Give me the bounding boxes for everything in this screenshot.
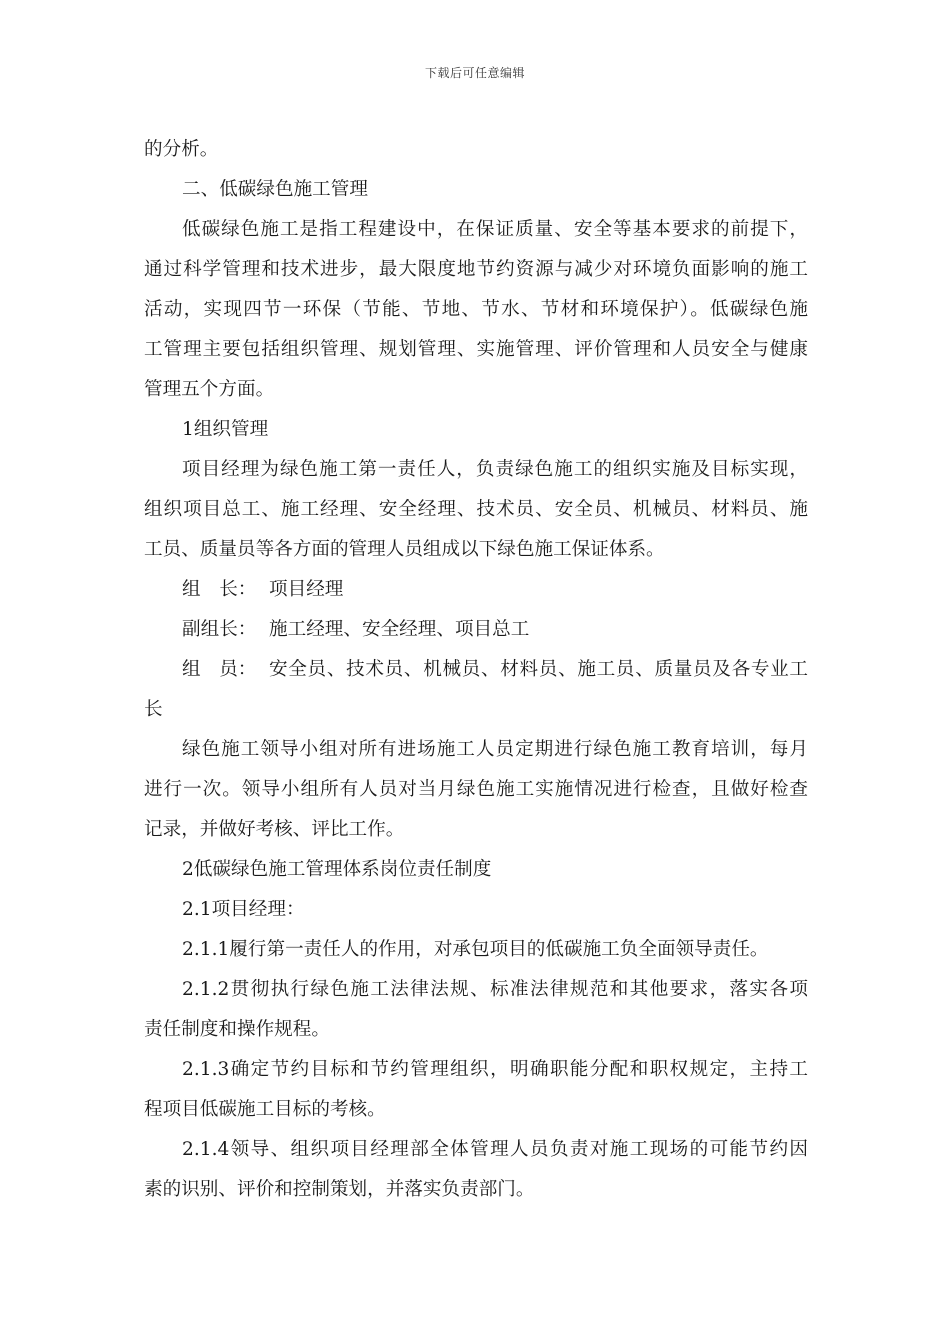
paragraph-line: 2.1.4领导、组织项目经理部全体管理人员负责对施工现场的可能节约因 bbox=[182, 1139, 808, 1160]
document-body bbox=[144, 130, 808, 1210]
role-member-value: 安全员、技术员、机械员、材料员、施工员、质量员及各专业工 bbox=[269, 659, 808, 680]
paragraph-line: 2.1.2贯彻执行绿色施工法律法规、标准法律规范和其他要求，落实各项 bbox=[182, 979, 808, 1000]
role-deputy-row bbox=[144, 610, 808, 650]
paragraph-line: 低碳绿色施工是指工程建设中，在保证质量、安全等基本要求的前提下， bbox=[182, 219, 808, 240]
paragraph-line: 责任制度和操作规程。 bbox=[144, 1019, 330, 1040]
section-heading: 二、低碳绿色施工管理 bbox=[182, 179, 368, 200]
paragraph-line: 记录，并做好考核、评比工作。 bbox=[144, 819, 405, 840]
paragraph-line: 程项目低碳施工目标的考核。 bbox=[144, 1099, 386, 1120]
page-header: 下载后可任意编辑 bbox=[424, 66, 525, 80]
role-deputy-value: 施工经理、安全经理、项目总工 bbox=[269, 619, 530, 640]
paragraph-line: 进行一次。领导小组所有人员对当月绿色施工实施情况进行检查，且做好检查 bbox=[144, 779, 808, 800]
role-leader-value: 项目经理 bbox=[269, 579, 344, 600]
paragraph-line: 工员、质量员等各方面的管理人员组成以下绿色施工保证体系。 bbox=[144, 539, 665, 560]
paragraph-line: 素的识别、评价和控制策划，并落实负责部门。 bbox=[144, 1179, 535, 1200]
paragraph-line: 项目经理为绿色施工第一责任人，负责绿色施工的组织实施及目标实现， bbox=[182, 459, 808, 480]
role-member-label: 组 员： bbox=[182, 659, 257, 680]
subsection-heading: 1组织管理 bbox=[182, 419, 269, 440]
paragraph-line: 工管理主要包括组织管理、规划管理、实施管理、评价管理和人员安全与健康 bbox=[144, 339, 808, 360]
paragraph-line: 的分析。 bbox=[144, 139, 219, 160]
paragraph-line: 长 bbox=[144, 699, 163, 720]
paragraph-line: 绿色施工领导小组对所有进场施工人员定期进行绿色施工教育培训，每月 bbox=[182, 739, 808, 760]
paragraph-line: 通过科学管理和技术进步，最大限度地节约资源与减少对环境负面影响的施工 bbox=[144, 259, 808, 280]
role-leader-label: 组 长： bbox=[182, 579, 257, 600]
subsection-heading: 2.1项目经理： bbox=[182, 899, 305, 920]
paragraph-line: 2.1.3确定节约目标和节约管理组织，明确职能分配和职权规定，主持工 bbox=[182, 1059, 808, 1080]
role-member-row bbox=[144, 650, 808, 690]
paragraph-line: 管理五个方面。 bbox=[144, 379, 275, 400]
subsection-heading: 2低碳绿色施工管理体系岗位责任制度 bbox=[182, 859, 492, 880]
paragraph-line: 活动，实现四节一环保（节能、节地、节水、节材和环境保护）。低碳绿色施 bbox=[144, 299, 808, 320]
paragraph-line: 组织项目总工、施工经理、安全经理、技术员、安全员、机械员、材料员、施 bbox=[144, 499, 808, 520]
role-deputy-label: 副组长： bbox=[182, 619, 257, 640]
paragraph-line: 2.1.1履行第一责任人的作用，对承包项目的低碳施工负全面领导责任。 bbox=[182, 939, 769, 960]
role-leader-row bbox=[144, 570, 808, 610]
